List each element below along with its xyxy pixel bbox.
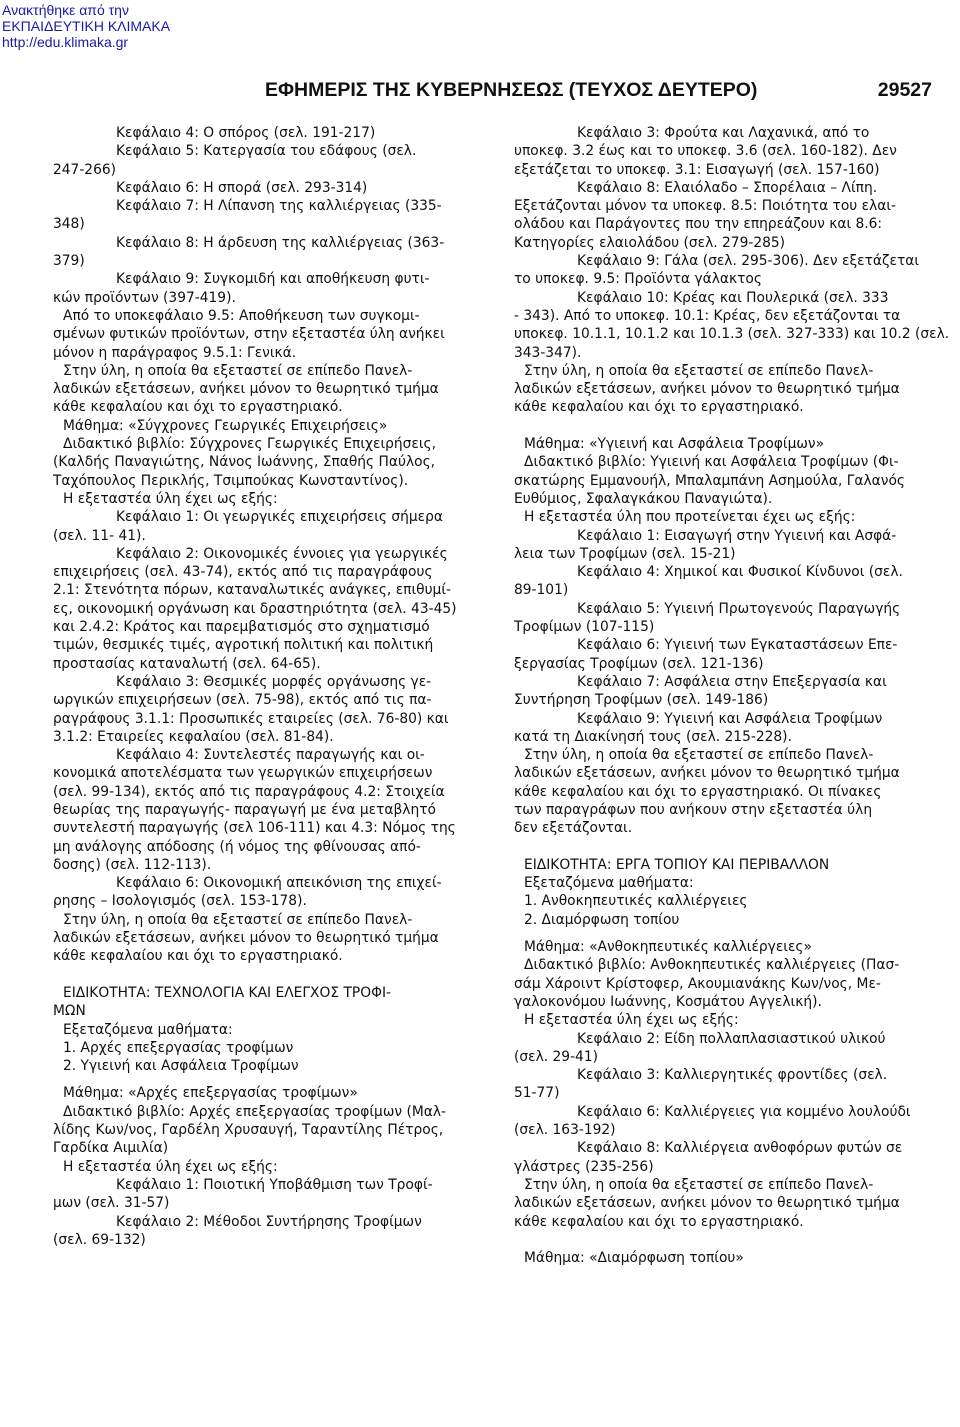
- subject-item: 1. Αρχές επεξεργασίας τροφίμων: [63, 1039, 294, 1056]
- text-line: κάθε κεφαλαίου και όχι το εργαστηριακό. Οι πίνακες: [514, 783, 882, 800]
- text-line: κάθε κεφαλαίου και όχι το εργαστηριακό.: [53, 399, 343, 416]
- text-line: Τροφίμων (107-115): [514, 619, 655, 636]
- text-line: Ταχόπουλος Περικλής, Τσιμπούκας Κωνσταντίνος).: [53, 472, 409, 489]
- text-line: γλάστρες (235-256): [514, 1158, 654, 1175]
- text-line: Κεφάλαιο 6: Οικονομική απεικόνιση της επιχεί-: [116, 875, 442, 892]
- text-line: ολάδου και Παράγοντες που την επηρεάζουν και 8.6:: [514, 216, 883, 233]
- text-line: δεν εξετάζονται.: [514, 820, 633, 837]
- text-line: Εξεταζόμενα μαθήματα:: [63, 1021, 233, 1038]
- text-line: Κεφάλαιο 8: Η άρδευση της καλλιέργειας (363-: [116, 234, 445, 251]
- text-line: μόνον η παράγραφος 9.5.1: Γενικά.: [53, 344, 297, 361]
- text-line: Η εξεταστέα ύλη έχει ως εξής:: [63, 490, 278, 507]
- text-line: σκατώρης Εμμανουήλ, Μπαλαμπάνη Ασημούλα, Γαλανός: [514, 472, 906, 489]
- source-watermark: [2, 2, 170, 50]
- text-line: συντελεστή παραγωγής (σελ 106-111) και 4.3: Νόμος της: [53, 820, 456, 837]
- text-line: Κεφάλαιο 7: Ασφάλεια στην Επεξεργασία και: [577, 673, 887, 690]
- watermark-link[interactable]: http://edu.klimaka.gr: [2, 34, 129, 50]
- text-line: Διδακτικό βιβλίο: Ανθοκηπευτικές καλλιέργειες (Πασ-: [524, 957, 900, 974]
- text-line: (σελ. 29-41): [514, 1048, 598, 1065]
- text-line: Κεφάλαιο 3: Καλλιεργητικές φροντίδες (σελ.: [577, 1067, 888, 1084]
- text-line: Συντήρηση Τροφίμων (σελ. 149-186): [514, 692, 769, 709]
- text-line: λεια των Τροφίμων (σελ. 15-21): [514, 545, 736, 562]
- text-line: ρησης – Ισολογισμός (σελ. 153-178).: [53, 893, 307, 910]
- subject-item: 2. Υγιεινή και Ασφάλεια Τροφίμων: [63, 1058, 299, 1075]
- specialty-heading: ΕΙΔΙΚΟΤΗΤΑ: ΤΕΧΝΟΛΟΓΙΑ ΚΑΙ ΕΛΕΓΧΟΣ ΤΡΟΦΙ-: [63, 984, 391, 1001]
- text-line: Ευθύμιος, Σφαλαγκάκου Παναγιώτα).: [514, 490, 773, 507]
- text-line: Κεφάλαιο 3: Φρούτα και Λαχανικά, από το: [577, 125, 870, 141]
- text-line: κάθε κεφαλαίου και όχι το εργαστηριακό.: [514, 1213, 804, 1230]
- text-line: μων (σελ. 31-57): [53, 1195, 170, 1212]
- text-line: Κεφάλαιο 2: Οικονομικές έννοιες για γεωργικές: [116, 545, 448, 562]
- text-line: μη ανάλογης απόδοσης (ή νόμος της φθίνουσας από-: [53, 838, 421, 855]
- text-line: 343-347).: [514, 344, 582, 361]
- text-line: ες, οικονομική οργάνωση και δραστηριότητα (σελ. 43-45): [53, 600, 457, 617]
- text-line: Κεφάλαιο 3: Θεσμικές μορφές οργάνωσης γε-: [116, 673, 432, 690]
- page-number: 29527: [877, 79, 932, 101]
- text-line: 379): [53, 253, 85, 270]
- specialty-heading-cont: ΜΩΝ: [53, 1003, 86, 1020]
- text-line: υποκεφ. 10.1.1, 10.1.2 και 10.1.3 (σελ. 327-333) και 10.2 (σελ.: [514, 326, 950, 343]
- text-line: το υποκεφ. 9.5: Προϊόντα γάλακτος: [514, 271, 762, 288]
- text-line: Στην ύλη, η οποία θα εξεταστεί σε επίπεδο Πανελ-: [63, 911, 413, 928]
- text-line: ραγράφους 3.1.1: Προσωπικές εταιρείες (σελ. 76-80) και: [53, 710, 449, 727]
- left-column: [53, 124, 493, 1249]
- text-line: λαδικών εξετάσεων, ανήκει μόνον το θεωρητικό τμήμα: [514, 765, 900, 782]
- text-line: Εξεταζόμενα μαθήματα:: [524, 875, 694, 892]
- text-line: επιχειρήσεις (σελ. 43-74), εκτός από τις παραγράφους: [53, 564, 433, 581]
- text-line: προστασίας καταναλωτή (σελ. 64-65).: [53, 655, 321, 672]
- text-line: Κεφάλαιο 6: Καλλιέργειες για κομμένο λουλούδι: [577, 1103, 911, 1120]
- text-line: Στην ύλη, η οποία θα εξεταστεί σε επίπεδο Πανελ-: [63, 362, 413, 379]
- course-title: Μάθημα: «Αρχές επεξεργασίας τροφίμων»: [63, 1085, 358, 1102]
- text-line: σάμ Χάροιντ Κρίστοφερ, Ακουμιανάκης Κων/νος, Με-: [514, 975, 881, 992]
- specialty-heading: ΕΙΔΙΚΟΤΗΤΑ: ΕΡΓΑ ΤΟΠΙΟΥ ΚΑΙ ΠΕΡΙΒΑΛΛΟΝ: [524, 856, 830, 873]
- text-line: Γαρδίκα Αιμιλία): [53, 1140, 169, 1157]
- watermark-line: Ανακτήθηκε από την: [2, 2, 129, 18]
- text-line: Κεφάλαιο 9: Συγκομιδή και αποθήκευση φυτι-: [116, 271, 430, 288]
- text-line: (Καλδής Παναγιώτης, Νάνος Ιωάννης, Σπαθής Παύλος,: [53, 454, 436, 471]
- text-line: Κεφάλαιο 5: Υγιεινή Πρωτογενούς Παραγωγής: [577, 600, 901, 617]
- spacer: [514, 1231, 954, 1249]
- text-line: λίδης Κων/νος, Γαρδέλη Χρυσαυγή, Ταραντίλης Πέτρος,: [53, 1122, 444, 1139]
- course-title: Μάθημα: «Σύγχρονες Γεωργικές Επιχειρήσεις»: [63, 417, 388, 434]
- subject-item: 2. Διαμόρφωση τοπίου: [524, 911, 680, 928]
- text-line: Κατηγορίες ελαιολάδου (σελ. 279-285): [514, 234, 786, 251]
- text-line: και 2.4.2: Κράτος και παρεμβατισμός στο σχηματισμό: [53, 619, 430, 636]
- spacer: [514, 929, 954, 938]
- text-line: Κεφάλαιο 4: Ο σπόρος (σελ. 191-217): [116, 125, 376, 141]
- text-line: εξετάζεται το υποκεφ. 3.1: Εισαγωγή (σελ. 157-160): [514, 161, 880, 178]
- text-line: Διδακτικό βιβλίο: Σύγχρονες Γεωργικές Επιχειρήσεις,: [63, 436, 436, 453]
- text-line: Κεφάλαιο 1: Οι γεωργικές επιχειρήσεις σήμερα: [116, 509, 443, 526]
- text-line: λαδικών εξετάσεων, ανήκει μόνον το θεωρητικό τμήμα: [514, 381, 900, 398]
- text-line: υποκεφ. 3.2 έως και το υποκεφ. 3.6 (σελ. 160-182). Δεν: [514, 143, 897, 160]
- text-line: Κεφάλαιο 6: Υγιεινή των Εγκαταστάσεων Επε-: [577, 637, 898, 654]
- text-line: Κεφάλαιο 9: Γάλα (σελ. 295-306). Δεν εξετάζεται: [577, 253, 920, 270]
- text-line: (σελ. 11- 41).: [53, 527, 146, 544]
- text-line: Στην ύλη, η οποία θα εξεταστεί σε επίπεδο Πανελ-: [524, 747, 874, 764]
- text-line: Στην ύλη, η οποία θα εξεταστεί σε επίπεδο Πανελ-: [524, 362, 874, 379]
- text-line: Διδακτικό βιβλίο: Αρχές επεξεργασίας τροφίμων (Μαλ-: [63, 1103, 447, 1120]
- text-line: Η εξεταστέα ύλη που προτείνεται έχει ως εξής:: [524, 509, 856, 526]
- text-line: Κεφάλαιο 2: Μέθοδοι Συντήρησης Τροφίμων: [116, 1213, 422, 1230]
- text-line: Κεφάλαιο 1: Εισαγωγή στην Υγιεινή και Ασφά-: [577, 527, 897, 544]
- course-title: Μάθημα: «Διαμόρφωση τοπίου»: [524, 1250, 744, 1267]
- text-line: Κεφάλαιο 8: Ελαιόλαδο – Σπορέλαια – Λίπη.: [577, 179, 878, 196]
- text-line: Κεφάλαιο 2: Είδη πολλαπλασιαστικού υλικού: [577, 1030, 886, 1047]
- text-line: κατά τη Διακίνησή τους (σελ. 215-228).: [514, 728, 792, 745]
- text-line: Κεφάλαιο 7: Η Λίπανση της καλλιέργειας (335-: [116, 198, 442, 215]
- gazette-title: ΕΦΗΜΕΡΙΣ ΤΗΣ ΚΥΒΕΡΝΗΣΕΩΣ (ΤΕΥΧΟΣ ΔΕΥΤΕΡΟ): [265, 79, 758, 101]
- text-line: 247-266): [53, 161, 117, 178]
- text-line: σμένων φυτικών προϊόντων, στην εξεταστέα ύλη ανήκει: [53, 326, 445, 343]
- text-line: Κεφάλαιο 10: Κρέας και Πουλερικά (σελ. 333: [577, 289, 889, 306]
- text-line: Εξετάζονται μόνον τα υποκεφ. 8.5: Ποιότητα του ελαι-: [514, 198, 897, 215]
- text-line: 89-101): [514, 582, 569, 599]
- text-line: Διδακτικό βιβλίο: Υγιεινή και Ασφάλεια Τροφίμων (Φι-: [524, 454, 899, 471]
- text-line: (σελ. 163-192): [514, 1122, 616, 1139]
- right-column: [514, 124, 954, 1267]
- text-line: τιμών, θεσμικές τιμές, αγροτική πολιτική και πολιτική: [53, 637, 434, 654]
- text-line: Κεφάλαιο 1: Ποιοτική Υποβάθμιση των Τροφί-: [116, 1176, 433, 1193]
- text-line: κάθε κεφαλαίου και όχι το εργαστηριακό.: [514, 399, 804, 416]
- text-line: (σελ. 99-134), εκτός από τις παραγράφους 4.2: Στοιχεία: [53, 783, 445, 800]
- text-line: θεωρίας της παραγωγής- παραγωγή με ένα μεταβλητό: [53, 801, 436, 818]
- text-line: 3.1.2: Εταιρείες κεφαλαίου (σελ. 81-84).: [53, 728, 334, 745]
- text-line: Κεφάλαιο 8: Καλλιέργεια ανθοφόρων φυτών σε: [577, 1140, 903, 1157]
- text-line: λαδικών εξετάσεων, ανήκει μόνον το θεωρητικό τμήμα: [53, 381, 439, 398]
- spacer: [514, 838, 954, 856]
- text-line: 2.1: Στενότητα πόρων, καταναλωτικές ανάγκες, επιθυμί-: [53, 582, 451, 599]
- text-line: γαλοκονόμου Ιωάννης, Κοσμάτου Αγγελική).: [514, 993, 822, 1010]
- text-line: κονομικά αποτελέσματα των γεωργικών επιχειρήσεων: [53, 765, 433, 782]
- text-line: κάθε κεφαλαίου και όχι το εργαστηριακό.: [53, 948, 343, 965]
- text-line: λαδικών εξετάσεων, ανήκει μόνον το θεωρητικό τμήμα: [53, 930, 439, 947]
- spacer: [514, 417, 954, 435]
- spacer: [53, 966, 493, 984]
- page-header: [0, 79, 960, 103]
- text-line: Στην ύλη, η οποία θα εξεταστεί σε επίπεδο Πανελ-: [524, 1176, 874, 1193]
- text-line: 348): [53, 216, 85, 233]
- text-line: 51-77): [514, 1085, 560, 1102]
- text-line: των παραγράφων που ανήκουν στην εξεταστέα ύλη: [514, 801, 873, 818]
- text-line: (σελ. 69-132): [53, 1231, 146, 1248]
- course-title: Μάθημα: «Υγιεινή και Ασφάλεια Τροφίμων»: [524, 436, 825, 453]
- text-line: Κεφάλαιο 4: Χημικοί και Φυσικοί Κίνδυνοι (σελ.: [577, 564, 903, 581]
- text-line: Η εξεταστέα ύλη έχει ως εξής:: [524, 1012, 739, 1029]
- text-line: Κεφάλαιο 4: Συντελεστές παραγωγής και οι-: [116, 747, 425, 764]
- text-line: Κεφάλαιο 6: Η σπορά (σελ. 293-314): [116, 179, 368, 196]
- text-line: δοσης) (σελ. 112-113).: [53, 856, 212, 873]
- spacer: [53, 1075, 493, 1084]
- text-line: Από το υποκεφάλαιο 9.5: Αποθήκευση των συγκομι-: [63, 307, 420, 324]
- text-line: Η εξεταστέα ύλη έχει ως εξής:: [63, 1158, 278, 1175]
- text-line: Κεφάλαιο 5: Κατεργασία του εδάφους (σελ.: [116, 143, 417, 160]
- text-line: Κεφάλαιο 9: Υγιεινή και Ασφάλεια Τροφίμων: [577, 710, 883, 727]
- text-line: κών προϊόντων (397-419).: [53, 289, 236, 306]
- course-title: Μάθημα: «Ανθοκηπευτικές καλλιέργειες»: [524, 939, 812, 956]
- subject-item: 1. Ανθοκηπευτικές καλλιέργειες: [524, 893, 748, 910]
- text-line: ωργικών επιχειρήσεων (σελ. 75-98), εκτός από τις πα-: [53, 692, 432, 709]
- text-line: ξεργασίας Τροφίμων (σελ. 121-136): [514, 655, 764, 672]
- text-line: λαδικών εξετάσεων, ανήκει μόνον το θεωρητικό τμήμα: [514, 1195, 900, 1212]
- watermark-line: ΕΚΠΑΙΔΕΥΤΙΚΗ ΚΛΙΜΑΚΑ: [2, 18, 171, 34]
- text-line: - 343). Από το υποκεφ. 10.1: Κρέας, δεν εξετάζονται τα: [514, 307, 901, 324]
